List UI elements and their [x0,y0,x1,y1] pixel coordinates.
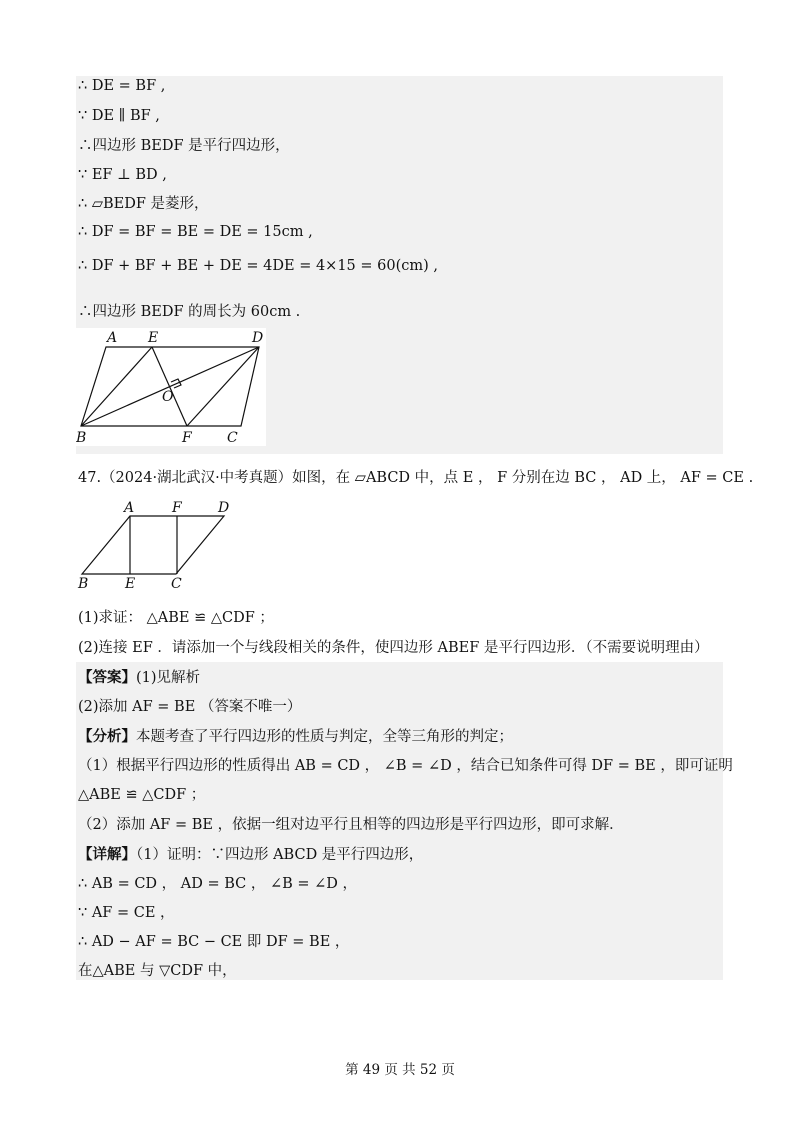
proof-line: ∴ ▱BEDF 是菱形， [78,196,209,212]
label-F: F [172,500,182,516]
proof-line: ∵ DE ∥ BF , [78,108,160,124]
label-D: D [252,330,264,346]
answer-line [78,668,200,688]
proof-line: ∴ DE = BF , [78,78,166,94]
question-47: 47.（2024·湖北武汉·中考真题）如图，在 ▱ABCD 中，点 E ， F 分别在边 BC ， AD 上， AF = CE . [78,470,754,486]
detail-tag: 【详解】 [78,846,136,863]
detail-line: ∴ AD − AF = BC − CE 即 DF = BE ， [78,934,350,950]
figure-rhombus-parallelogram [76,328,266,446]
detail-text: （1）证明：∵四边形 ABCD 是平行四边形， [136,847,424,863]
analysis-1b: △ABE ≌ △CDF ； [78,787,206,803]
label-F: F [182,430,192,446]
analysis-tag: 【分析】 [78,728,136,745]
analysis-line [78,727,513,747]
label-A: A [107,330,118,346]
label-C: C [227,430,238,446]
label-A: A [124,500,135,516]
detail-line: ∵ AF = CE ， [78,905,175,921]
answer-tag: 【答案】 [78,669,136,686]
label-E: E [125,576,136,590]
detail-line: 在△ABE 与 ▽CDF 中， [78,963,237,979]
detail-line: ∴ AB = CD ， AD = BC ， ∠B = ∠D ， [78,876,358,892]
figure-parallelogram-abcd [76,498,236,590]
label-B: B [78,576,89,590]
sub-question-1: (1)求证： △ABE ≌ △CDF ； [78,610,274,626]
label-O: O [162,389,174,405]
proof-line: ∴ DF + BF + BE + DE = 4DE = 4×15 = 60(cm) , [78,258,439,274]
answer-1: (1)见解析 [136,670,201,686]
analysis-text: 本题考查了平行四边形的性质与判定，全等三角形的判定； [136,729,513,745]
label-C: C [171,576,182,590]
proof-line: ∵ EF ⊥ BD , [78,167,167,183]
sub-question-2: (2)连接 EF ．请添加一个与线段相关的条件，使四边形 ABEF 是平行四边形．（不需要说明理由） [78,640,709,656]
analysis-2: （2）添加 AF = BE ，依据一组对边平行且相等的四边形是平行四边形，即可求解． [78,817,624,833]
proof-line: ∴ DF = BF = BE = DE = 15cm , [78,224,313,240]
detail-line [78,845,423,865]
label-B: B [76,430,87,446]
analysis-1: （1）根据平行四边形的性质得出 AB = CD ， ∠B = ∠D ，结合已知条件可得 DF = BE ，即可证明 [78,758,733,774]
answer-2: (2)添加 AF = BE （答案不唯一） [78,699,302,715]
page-footer: 第 49 页 共 52 页 [345,1062,455,1078]
proof-line: ∴四边形 BEDF 的周长为 60cm . [78,304,301,320]
label-E: E [148,330,159,346]
proof-line: ∴四边形 BEDF 是平行四边形， [78,138,290,154]
label-D: D [218,500,230,516]
